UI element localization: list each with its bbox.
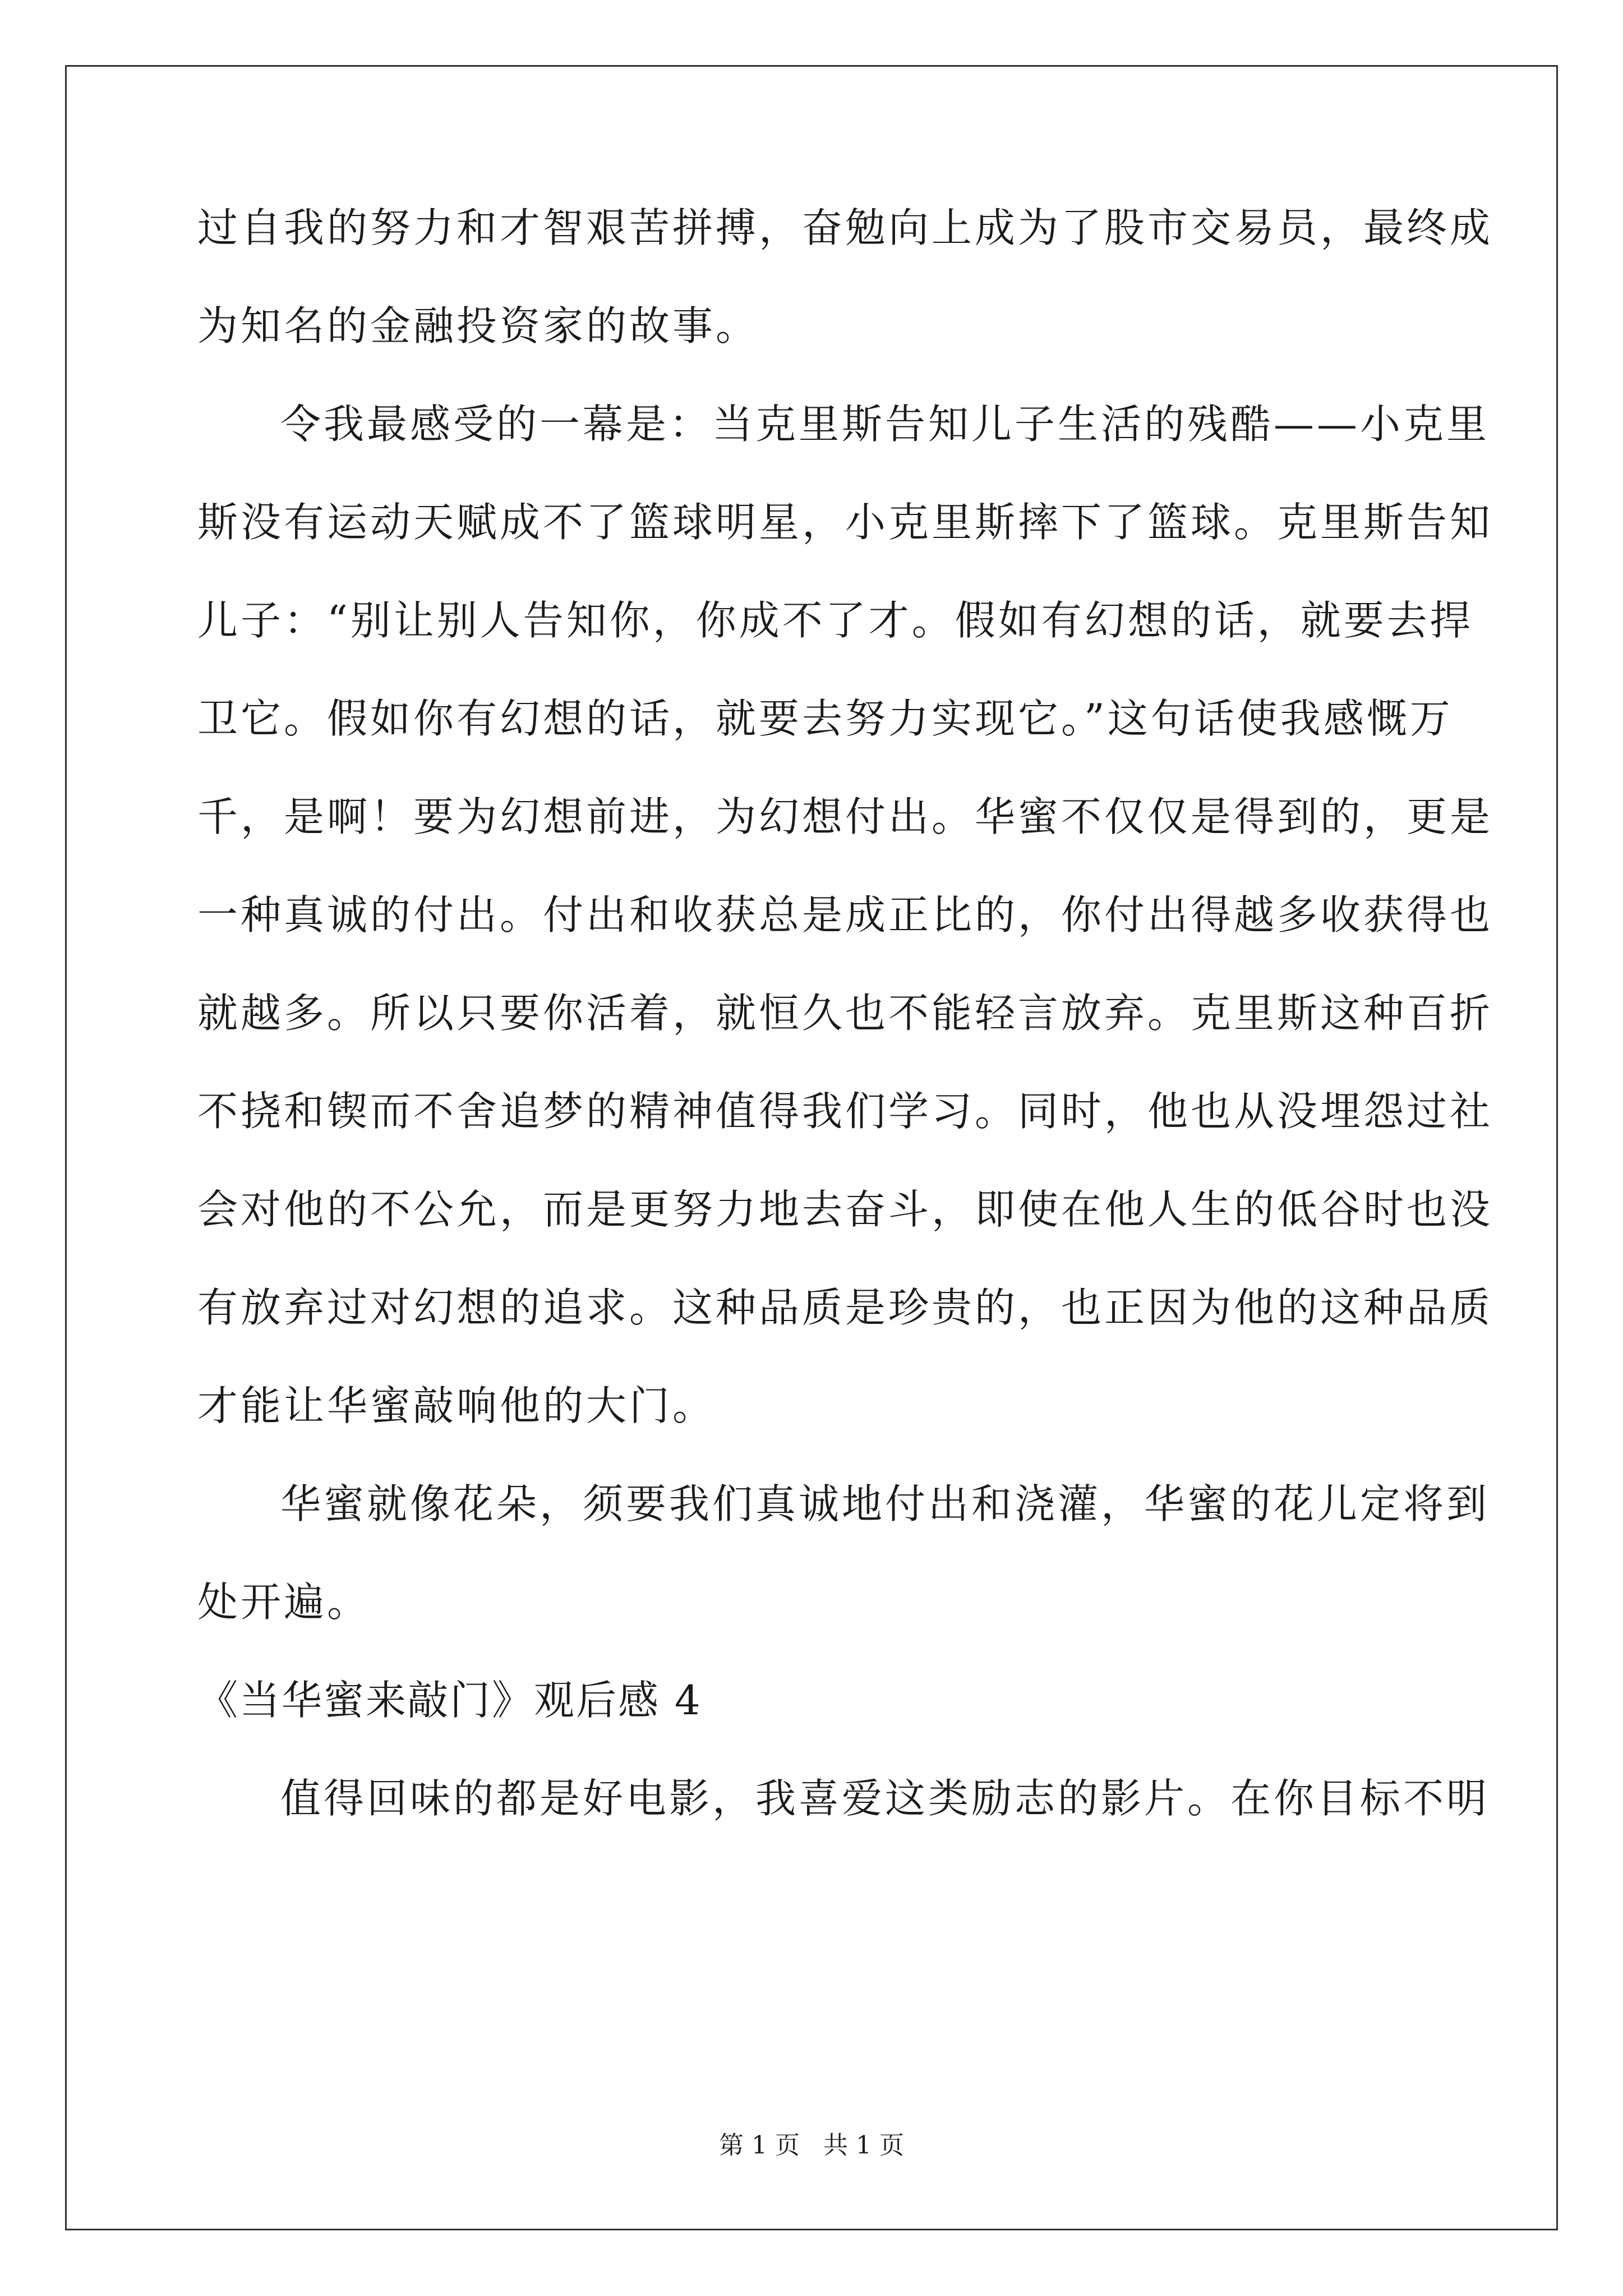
- paragraph-line: 处开遍。: [197, 1579, 371, 1626]
- page-footer: [0, 2129, 1623, 2162]
- paragraph-line: 令我最感受的一幕是：当克里斯告知儿子生活的残酷——小克里: [280, 401, 1490, 448]
- paragraph-line: 一种真诚的付出。付出和收获总是成正比的，你付出得越多收获得也: [197, 891, 1493, 938]
- paragraph-line: 会对他的不公允，而是更努力地去奋斗，即使在他人生的低谷时也没: [197, 1186, 1493, 1233]
- paragraph-line: 卫它。假如你有幻想的话，就要去努力实现它。”这句话使我感慨万: [197, 695, 1453, 742]
- paragraph-line: 过自我的努力和才智艰苦拼搏，奋勉向上成为了股市交易员，最终成: [197, 204, 1493, 251]
- paragraph-line: 值得回味的都是好电影，我喜爱这类励志的影片。在你目标不明: [280, 1775, 1490, 1822]
- paragraph-line: 儿子：“别让别人告知你，你成不了才。假如有幻想的话，就要去捍: [197, 597, 1473, 644]
- paragraph-line: 斯没有运动天赋成不了篮球明星，小克里斯摔下了篮球。克里斯告知: [197, 499, 1493, 546]
- page-total: 共 1 页: [823, 2131, 904, 2160]
- paragraph-line: 华蜜就像花朵，须要我们真诚地付出和浇灌，华蜜的花儿定将到: [280, 1480, 1490, 1527]
- document-body: [197, 200, 1493, 1869]
- paragraph-line: 为知名的金融投资家的故事。: [197, 302, 759, 349]
- paragraph-line: 就越多。所以只要你活着，就恒久也不能轻言放弃。克里斯这种百折: [197, 990, 1493, 1037]
- paragraph-line: 有放弃过对幻想的追求。这种品质是珍贵的，也正因为他的这种品质: [197, 1284, 1493, 1331]
- section-heading: 《当华蜜来敲门》观后感 4: [197, 1677, 702, 1724]
- paragraph-line: 才能让华蜜敲响他的大门。: [197, 1382, 716, 1429]
- paragraph-line: 不挠和锲而不舍追梦的精神值得我们学习。同时，他也从没埋怨过社: [197, 1088, 1493, 1135]
- paragraph-line: 千，是啊！要为幻想前进，为幻想付出。华蜜不仅仅是得到的，更是: [197, 793, 1493, 840]
- page-number: 第 1 页: [719, 2131, 800, 2160]
